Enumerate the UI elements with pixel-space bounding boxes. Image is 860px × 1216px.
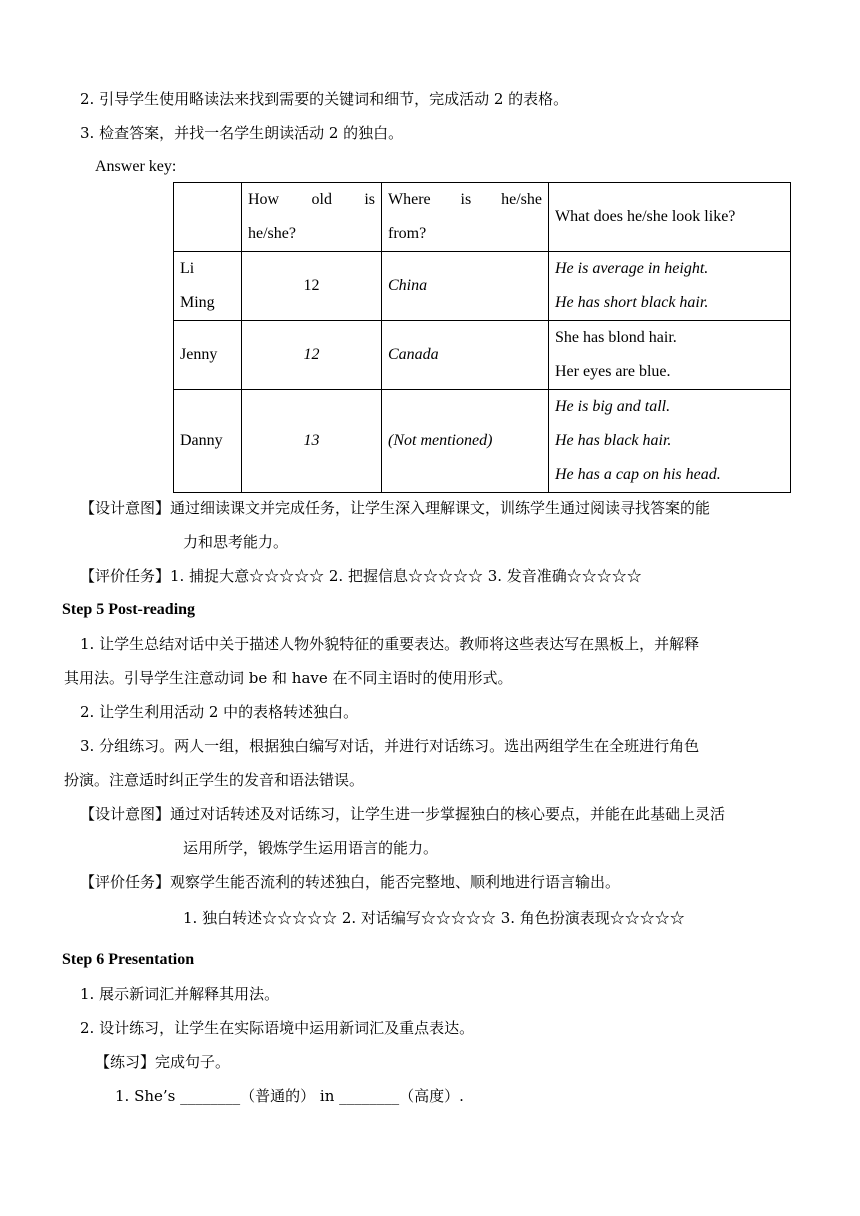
design-intent-1: 【设计意图】通过细读课文并完成任务，让学生深入理解课文，训练学生通过阅读寻找答案的能 bbox=[80, 499, 711, 517]
table-row bbox=[174, 321, 791, 390]
look-cell: He is big and tall. He has black hair. He has a cap on his head. bbox=[549, 390, 791, 493]
from-cell: China bbox=[382, 252, 549, 321]
design-intent-1-cont: 力和思考能力。 bbox=[183, 533, 289, 551]
table-row bbox=[174, 390, 791, 493]
instruction-2: 2. 引导学生使用略读法来找到需要的关键词和细节，完成活动 2 的表格。 bbox=[80, 90, 569, 108]
table-header-row bbox=[174, 183, 791, 252]
design-intent-label: 【设计意图】 bbox=[80, 499, 171, 517]
look-cell: She has blond hair. Her eyes are blue. bbox=[549, 321, 791, 390]
from-cell: (Not mentioned) bbox=[382, 390, 549, 493]
age-cell: 12 bbox=[242, 321, 382, 390]
name-cell: Danny bbox=[174, 390, 242, 493]
header-where-from: Where is he/she from? bbox=[382, 183, 549, 252]
step5-item-3-cont: 扮演。注意适时纠正学生的发音和语法错误。 bbox=[64, 771, 365, 789]
eval-task-label: 【评价任务】 bbox=[80, 873, 171, 891]
step5-item-1: 1. 让学生总结对话中关于描述人物外貌特征的重要表达。教师将这些表达写在黑板上，并解释 bbox=[80, 635, 700, 653]
eval-task-2-stars: 1. 独白转述☆☆☆☆☆ 2. 对话编写☆☆☆☆☆ 3. 角色扮演表现☆☆☆☆☆ bbox=[183, 909, 685, 927]
age-cell: 13 bbox=[242, 390, 382, 493]
answer-key-table bbox=[173, 182, 791, 493]
eval-task-2: 【评价任务】观察学生能否流利的转述独白，能否完整地、顺利地进行语言输出。 bbox=[80, 873, 621, 891]
answer-key-label: Answer key: bbox=[95, 158, 177, 175]
exercise-sentence-1: 1. She’s ________（普通的） in ________（高度）. bbox=[115, 1087, 464, 1105]
header-blank bbox=[174, 183, 242, 252]
from-cell: Canada bbox=[382, 321, 549, 390]
header-look-like: What does he/she look like? bbox=[549, 183, 791, 252]
design-intent-label: 【设计意图】 bbox=[80, 805, 171, 823]
age-cell: 12 bbox=[242, 252, 382, 321]
look-cell: He is average in height. He has short black hair. bbox=[549, 252, 791, 321]
exercise-label: 【练习】完成句子。 bbox=[95, 1053, 231, 1071]
step5-item-1-cont: 其用法。引导学生注意动词 be 和 have 在不同主语时的使用形式。 bbox=[64, 669, 513, 687]
step6-title: Step 6 Presentation bbox=[62, 951, 195, 968]
eval-task-1: 【评价任务】1. 捕捉大意☆☆☆☆☆ 2. 把握信息☆☆☆☆☆ 3. 发音准确☆☆☆☆☆ bbox=[80, 567, 642, 585]
design-intent-2: 【设计意图】通过对话转述及对话练习，让学生进一步掌握独白的核心要点，并能在此基础上灵活 bbox=[80, 805, 726, 823]
step5-item-2: 2. 让学生利用活动 2 中的表格转述独白。 bbox=[80, 703, 359, 721]
step5-item-3: 3. 分组练习。两人一组，根据独白编写对话，并进行对话练习。选出两组学生在全班进行角色 bbox=[80, 737, 700, 755]
instruction-3: 3. 检查答案，并找一名学生朗读活动 2 的独白。 bbox=[80, 124, 404, 142]
eval-task-label: 【评价任务】 bbox=[80, 567, 171, 585]
step5-title: Step 5 Post-reading bbox=[62, 601, 196, 618]
table-row bbox=[174, 252, 791, 321]
name-cell: Li Ming bbox=[174, 252, 242, 321]
design-intent-2-cont: 运用所学，锻炼学生运用语言的能力。 bbox=[183, 839, 439, 857]
step6-item-1: 1. 展示新词汇并解释其用法。 bbox=[80, 985, 280, 1003]
header-how-old: How old is he/she? bbox=[242, 183, 382, 252]
name-cell: Jenny bbox=[174, 321, 242, 390]
step6-item-2: 2. 设计练习，让学生在实际语境中运用新词汇及重点表达。 bbox=[80, 1019, 475, 1037]
